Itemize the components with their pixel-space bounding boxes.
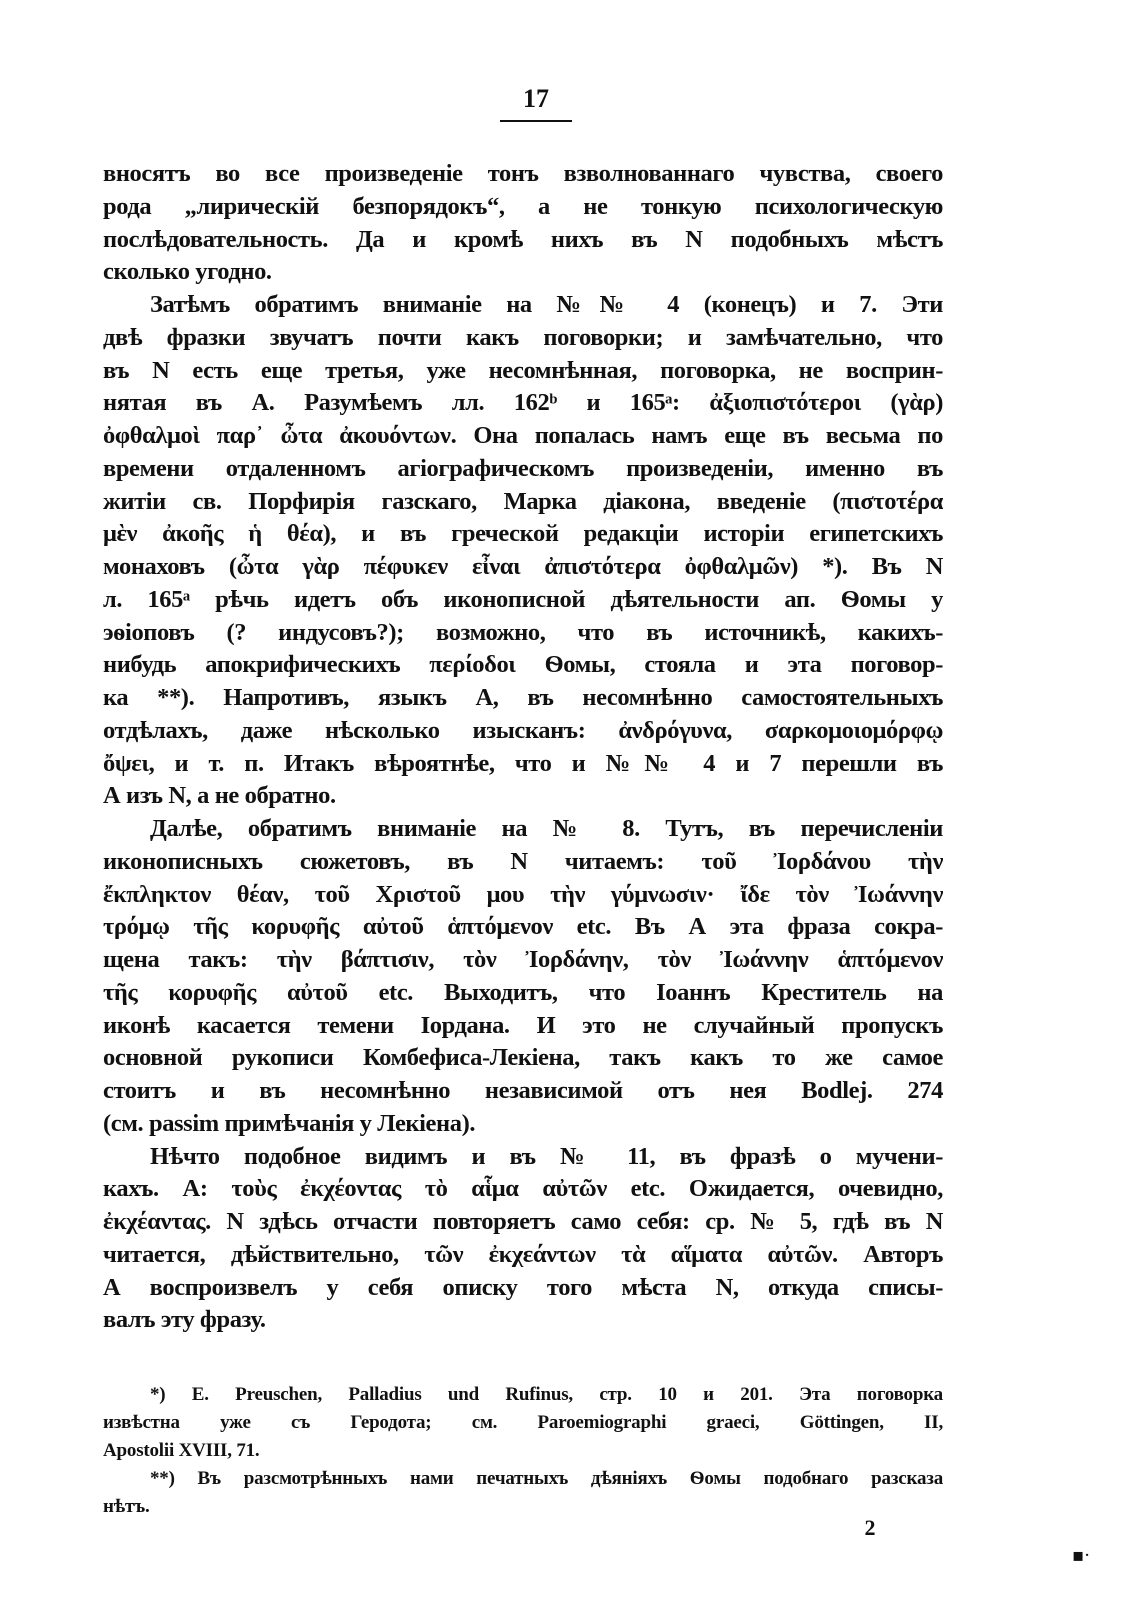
footnote-line: извѣстна уже съ Геродота; см. Paroemiographi graeci, Göttingen, II, (103, 1412, 943, 1433)
text-line: Далѣе, обратимъ вниманіе на № 8. Тутъ, въ перечисленіи (150, 815, 943, 842)
text-line: нятая въ А. Разумѣемъ лл. 162ᵇ и 165ᵃ: ἀξιοπιστότεροι (γὰρ) (103, 389, 943, 417)
text-line: τρόμῳ τῆς κορυφῆς αὐτοῦ ἁπτόμενον etc. Въ А эта фраза сокра- (103, 913, 943, 941)
text-line: иконописныхъ сюжетовъ, въ N читаемъ: τοῦ Ἰορδάνου τὴν (103, 847, 943, 875)
footnote-line: *) E. Preuschen, Palladius und Rufinus, стр. 10 и 201. Эта поговорка (150, 1384, 943, 1405)
header-rule (500, 120, 572, 122)
text-line: читается, дѣйствительно, τῶν ἐκχεάντων τὰ αἵματα αὐτῶν. Авторъ (103, 1240, 943, 1268)
page-number: 17 (523, 84, 549, 113)
footnote-line: нѣтъ. (103, 1496, 150, 1517)
text-line: рода „лирическій безпорядокъ“, а не тонкую психологическую (103, 192, 943, 220)
text-line: ἔκπληκτον θέαν, τοῦ Χριστοῦ μου τὴν γύμνωσιν· ἴδε τὸν Ἰωάννην (103, 880, 943, 908)
text-line: А воспроизвелъ у себя описку того мѣста N, откуда списы- (103, 1273, 943, 1301)
text-line: монаховъ (ὦτα γὰρ πέφυκεν εἶναι ἀπιστότερα ὀφθαλμῶν) *). Въ N (103, 553, 943, 580)
signature-mark: 2 (864, 1515, 876, 1540)
footnotes (103, 1381, 943, 1521)
text-line: Затѣмъ обратимъ вниманіе на №№ 4 (конецъ) и 7. Эти (150, 291, 943, 318)
text-line: μὲν ἀκοῆς ἡ θέα), и въ греческой редакціи исторіи египетскихъ (103, 520, 943, 548)
text-line: щена такъ: τὴν βάπτισιν, τὸν Ἰορδάνην, τὸν Ἰωάννην ἁπτόμενον (103, 946, 943, 973)
text-line: л. 165ᵃ рѣчь идетъ объ иконописной дѣятельности ап. Ѳомы у (103, 585, 943, 613)
text-line: ὀφθαλμοὶ παρ᾽ ὦτα ἀκουόντων. Она попалась намъ еще въ весьма по (103, 422, 943, 449)
text-line: ὄψει, и т. п. Итакъ вѣроятнѣе, что и №№ 4 и 7 перешли въ (103, 749, 943, 777)
text-line: валъ эту фразу. (103, 1306, 266, 1334)
text-line: двѣ фразки звучатъ почти какъ поговорки; и замѣчательно, что (103, 323, 943, 351)
text-line: иконѣ касается темени Іордана. И это не случайный пропускъ (103, 1011, 943, 1039)
text-line: Нѣчто подобное видимъ и въ № 11, въ фразѣ о мучени- (150, 1142, 943, 1170)
text-line: сколько угодно. (103, 258, 272, 286)
text-line: житіи св. Порфирія газскаго, Марка діакона, введеніе (πιστοτέρα (103, 487, 943, 515)
footnote-line: **) Въ разсмотрѣнныхъ нами печатныхъ дѣяніяхъ Ѳомы подобнаго разсказа (150, 1468, 943, 1489)
text-line: τῆς κορυφῆς αὐτοῦ etc. Выходитъ, что Іоаннъ Креститель на (103, 978, 943, 1006)
text-line: (см. passim примѣчанія у Лекіена). (103, 1109, 476, 1137)
text-line: времени отдаленномъ агіографическомъ произведеніи, именно въ (103, 454, 943, 482)
body-text (103, 158, 943, 1337)
text-line: кахъ. А: τοὺς ἐκχέοντας τὸ αἷμα αὐτῶν etc. Ожидается, очевидно, (103, 1175, 943, 1203)
ink-speck: ▪· (1072, 1545, 1090, 1566)
text-line: въ N есть еще третья, уже несомнѣнная, поговорка, не восприн- (103, 356, 943, 384)
text-line: А изъ N, а не обратно. (103, 782, 336, 810)
text-line: ἐκχέαντας. N здѣсь отчасти повторяетъ само себя: ср. № 5, гдѣ въ N (103, 1208, 943, 1235)
text-line: основной рукописи Комбефиса-Лекіена, такъ какъ то же самое (103, 1044, 943, 1072)
text-line: вносятъ во все произведеніе тонъ взволнованнаго чувства, своего (103, 160, 943, 187)
text-line: отдѣлахъ, даже нѣсколько изысканъ: ἀνδρόγυνα, σαρκομοιομόρφῳ (103, 716, 943, 744)
footnote-line: Apostolii XVIII, 71. (103, 1440, 260, 1461)
text-line: послѣдовательность. Да и кромѣ нихъ въ N подобныхъ мѣстъ (103, 225, 943, 253)
text-line: стоитъ и въ несомнѣнно независимой отъ нея Bodlej. 274 (103, 1077, 943, 1104)
text-line: ка **). Напротивъ, языкъ А, въ несомнѣнно самостоятельныхъ (103, 684, 943, 711)
text-line: эѳіоповъ (? индусовъ?); возможно, что въ источникѣ, какихъ- (103, 618, 943, 646)
text-line: нибудь апокрифическихъ περίοδοι Ѳомы, стояла и эта поговор- (103, 651, 943, 679)
